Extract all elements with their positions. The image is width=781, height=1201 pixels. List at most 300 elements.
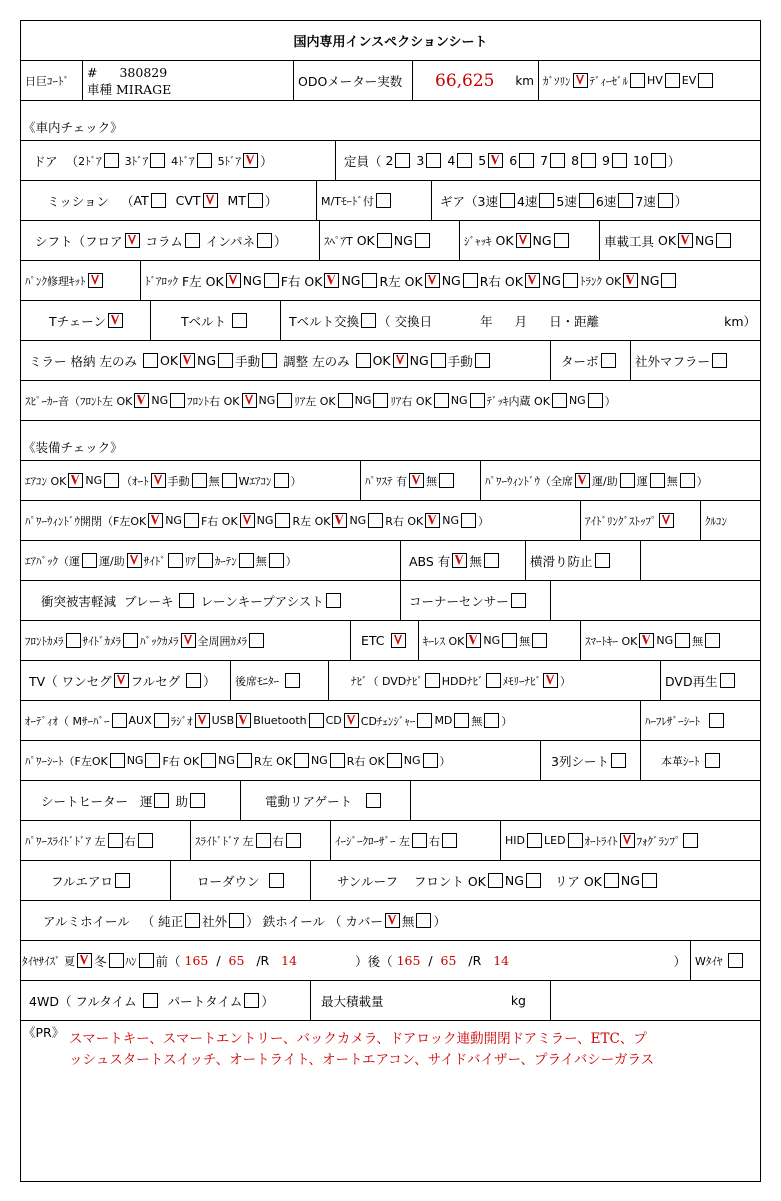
model-value: MIRAGE [116, 81, 172, 97]
tire-winter-checkbox[interactable] [109, 953, 124, 968]
pseat-fr-ok-checkbox[interactable] [201, 753, 216, 768]
audio-bluetooth-checkbox[interactable] [309, 713, 324, 728]
pwopen-fr-label: F右 OK [200, 514, 238, 528]
half-leather-cell [641, 701, 760, 740]
puncture-checkbox[interactable] [88, 273, 103, 288]
pwindow-none-checkbox[interactable] [680, 473, 695, 488]
leather-cell [641, 741, 760, 780]
pseat-fl-ok-checkbox[interactable] [110, 753, 125, 768]
tchain-cell [21, 301, 151, 340]
pwopen-fr-ok-checkbox[interactable] [240, 513, 255, 528]
tv-oneseg-checkbox[interactable] [114, 673, 129, 688]
speaker-fl-label: ﾌﾛﾝﾄ左 OK [80, 394, 133, 408]
tv-oneseg-label: TV（ ワンセグ [29, 673, 112, 689]
mission-cell [21, 181, 317, 220]
doorlock-rr-ok-checkbox[interactable] [525, 273, 540, 288]
easy-closer-right-label: 右 [429, 834, 440, 848]
mirror-adjust-manual-label: 手動 [447, 353, 473, 369]
aircon-close: ） [290, 474, 302, 488]
capacity-5-checkbox[interactable] [488, 153, 503, 168]
tools-ng-checkbox[interactable] [716, 233, 731, 248]
cruise-label: ｸﾙｺﾝ [705, 514, 727, 528]
doorlock-trunk-ng-checkbox[interactable] [661, 273, 676, 288]
airbag-both-checkbox[interactable] [127, 553, 142, 568]
autolight-checkbox[interactable] [620, 833, 635, 848]
doorlock-fl-ng-checkbox[interactable] [264, 273, 279, 288]
fuel-ev-checkbox[interactable] [698, 73, 713, 88]
wheel-cover-none-checkbox[interactable] [416, 913, 431, 928]
tbelt-checkbox[interactable] [232, 313, 247, 328]
pwindow-close: ） [696, 474, 708, 488]
speaker-rr-label: ﾘｱ右 OK [390, 394, 432, 408]
tools-ng-label: NG [695, 233, 715, 248]
smartkey-ok-checkbox[interactable] [639, 633, 654, 648]
pwindow-both-checkbox[interactable] [620, 473, 635, 488]
doorlock-fr-ok-checkbox[interactable] [324, 273, 339, 288]
keyless-ng-checkbox[interactable] [502, 633, 517, 648]
audio-usb-checkbox[interactable] [236, 713, 251, 728]
audio-mserver-label: ｵｰﾃﾞｨｵ（ Mｻｰﾊﾞｰ [25, 714, 110, 728]
doorlock-rl-ng-checkbox[interactable] [463, 273, 478, 288]
sunroof-front-ok-checkbox[interactable] [488, 873, 503, 888]
mission-mt-checkbox[interactable] [248, 193, 263, 208]
keyless-none-checkbox[interactable] [532, 633, 547, 648]
power-slide-right-checkbox[interactable] [138, 833, 153, 848]
capacity-3-checkbox[interactable] [426, 153, 441, 168]
jack-ng-checkbox[interactable] [554, 233, 569, 248]
sunroof-rear-ng-checkbox[interactable] [642, 873, 657, 888]
rear-monitor-cell [231, 661, 329, 700]
navi-cell [329, 661, 661, 700]
collision-cell [21, 581, 401, 620]
psteer-yes-checkbox[interactable] [409, 473, 424, 488]
capacity-10-label: 10 [632, 153, 649, 168]
mission-mt-label: MT [227, 193, 246, 208]
tv-fullseg-label: フルセグ [130, 673, 181, 689]
shift-close: ） [274, 233, 287, 249]
fuel-gas-checkbox[interactable] [573, 73, 588, 88]
tire-close: ） [673, 953, 686, 969]
mirror-adjust-ok-checkbox[interactable] [393, 353, 408, 368]
door-open: （ [65, 153, 79, 169]
collision-label: 衝突被害軽減 [41, 593, 117, 609]
power-slide-right-label: 右 [124, 834, 136, 848]
doorlock-fr-label: F右 OK [280, 273, 323, 289]
tire-rear-label: ）後（ [355, 953, 393, 969]
tbelt-exchange-label: Tベルト交換 [288, 313, 360, 329]
etc-checkbox[interactable] [391, 633, 406, 648]
audio-aux-label: AUX [128, 714, 152, 727]
aircon-w-checkbox[interactable] [274, 473, 289, 488]
airbag-curtain-label: ｶｰﾃﾝ [214, 554, 237, 568]
jack-label: ｼﾞｬｯｷ [464, 234, 492, 248]
doorlock-ng-label: NG [441, 273, 461, 288]
code-model-cell [83, 61, 294, 100]
pwopen-rr-ok-checkbox[interactable] [425, 513, 440, 528]
side-camera-checkbox[interactable] [123, 633, 138, 648]
collision-brake-label: ブレーキ [123, 593, 174, 609]
doorlock-ng-label: NG [640, 273, 660, 288]
pwindow-all-checkbox[interactable] [575, 473, 590, 488]
capacity-9-checkbox[interactable] [612, 153, 627, 168]
tools-label: 車載工具 [604, 233, 655, 249]
airbag-drv-checkbox[interactable] [82, 553, 97, 568]
easy-closer-left-label: ｲｰｼﾞｰｸﾛｰｻﾞｰ 左 [335, 834, 410, 848]
pwopen-rl-ok-checkbox[interactable] [332, 513, 347, 528]
aircon-none-checkbox[interactable] [222, 473, 237, 488]
airbag-none-checkbox[interactable] [269, 553, 284, 568]
doorlock-trunk-ok-checkbox[interactable] [623, 273, 638, 288]
pseat-rr-ok-checkbox[interactable] [387, 753, 402, 768]
aircon-ng-label: NG [85, 474, 103, 487]
slide-right-checkbox[interactable] [286, 833, 301, 848]
mirror-fold-ng-checkbox[interactable] [218, 353, 233, 368]
pwopen-rr-ng-checkbox[interactable] [461, 513, 476, 528]
speaker-ng-label: NG [450, 394, 468, 407]
power-slide-left-checkbox[interactable] [108, 833, 123, 848]
audio-mserver-checkbox[interactable] [112, 713, 127, 728]
km-label: km） [724, 313, 756, 329]
interior-section-header: 《車内チェック》 [21, 101, 760, 141]
etc-label: ETC [361, 633, 385, 648]
pwopen-ng-label: NG [165, 514, 182, 527]
pwopen-row [21, 501, 760, 541]
pwopen-fl-ng-checkbox[interactable] [184, 513, 199, 528]
day-distance-label: 日・距離 [549, 313, 600, 329]
front-camera-checkbox[interactable] [66, 633, 81, 648]
audio-aux-checkbox[interactable] [154, 713, 169, 728]
aircon-w-label: Wｴｱｺﾝ [238, 474, 272, 488]
smartkey-ng-checkbox[interactable] [675, 633, 690, 648]
psteer-none-label: 無 [426, 474, 437, 488]
tv-fullseg-checkbox[interactable] [186, 673, 201, 688]
mirror-adjust-label: 調整 [283, 353, 309, 369]
pwopen-rl-ng-checkbox[interactable] [368, 513, 383, 528]
doorlock-fl-ok-checkbox[interactable] [226, 273, 241, 288]
blank-cell-1 [641, 541, 760, 580]
shift-inpane-checkbox[interactable] [257, 233, 272, 248]
abs-none-checkbox[interactable] [484, 553, 499, 568]
collision-row [21, 581, 760, 621]
steel-wheel-label: 鉄ホイール [262, 913, 325, 929]
fulltime-4wd-checkbox[interactable] [143, 993, 158, 1008]
full-aero-cell [21, 861, 171, 900]
tire-half-checkbox[interactable] [139, 953, 154, 968]
odo-cell [413, 61, 539, 100]
spare-ng-label: NG [393, 233, 413, 248]
audio-md-checkbox[interactable] [454, 713, 469, 728]
seat-heater-pass-checkbox[interactable] [190, 793, 205, 808]
easy-closer-left-checkbox[interactable] [412, 833, 427, 848]
psteer-none-checkbox[interactable] [439, 473, 454, 488]
tire-rear-rim: 14 [493, 953, 510, 968]
third-row-checkbox[interactable] [611, 753, 626, 768]
navi-close: ） [560, 674, 571, 688]
code-label: 日巨ｺｰﾄﾞ [21, 61, 83, 100]
muffler-checkbox[interactable] [712, 353, 727, 368]
leather-seat-checkbox[interactable] [705, 753, 720, 768]
around-camera-label: 全周囲ｶﾒﾗ [197, 634, 247, 648]
fuel-diesel-checkbox[interactable] [630, 73, 645, 88]
aircon-ng-checkbox[interactable] [104, 473, 119, 488]
mirror-cell [21, 341, 551, 380]
pwopen-ng-label: NG [256, 514, 274, 527]
pwindow-drv-checkbox[interactable] [650, 473, 665, 488]
collision-brake-checkbox[interactable] [179, 593, 194, 608]
gear-4-checkbox[interactable] [539, 193, 554, 208]
pseat-rl-label: R左 OK [253, 754, 292, 768]
parttime-4wd-checkbox[interactable] [244, 993, 259, 1008]
pseat-rr-ng-checkbox[interactable] [423, 753, 438, 768]
audio-none-label: 無 [471, 714, 483, 728]
speaker-deck-ng-checkbox[interactable] [588, 393, 603, 408]
tbelt-label: Tベルト [181, 313, 227, 329]
spare-ok-checkbox[interactable] [377, 233, 392, 248]
pslide-cell [21, 821, 191, 860]
pseat-rl-ok-checkbox[interactable] [294, 753, 309, 768]
capacity-4-checkbox[interactable] [457, 153, 472, 168]
mission-cvt-label: CVT [175, 193, 201, 208]
pseat-row [21, 741, 760, 781]
hid-checkbox[interactable] [527, 833, 542, 848]
corner-sensor-checkbox[interactable] [511, 593, 526, 608]
speaker-ng-label: NG [258, 394, 276, 407]
aircon-auto-checkbox[interactable] [151, 473, 166, 488]
sunroof-rear-ok-checkbox[interactable] [604, 873, 619, 888]
pr-line-2: ッシュスタートスイッチ、オートライト、オートエアコン、サイドバイザー、プライバシーガラス [69, 1052, 655, 1068]
spare-ng-checkbox[interactable] [415, 233, 430, 248]
airbag-curtain-checkbox[interactable] [239, 553, 254, 568]
mirror-fold-label: 格納 [70, 353, 96, 369]
capacity-10-checkbox[interactable] [651, 153, 666, 168]
doorlock-ng-label: NG [541, 273, 561, 288]
blank-cell-3 [411, 781, 760, 820]
turbo-checkbox[interactable] [601, 353, 616, 368]
airbag-none-label: 無 [255, 554, 267, 568]
power-slide-left-label: ﾊﾟﾜｰｽﾗｲﾄﾞﾄﾞｱ 左 [25, 834, 106, 848]
pwopen-ng-label: NG [349, 514, 367, 527]
speaker-deck-label: ﾃﾞｯｷ内蔵 OK [486, 394, 550, 408]
speaker-rl-ng-checkbox[interactable] [373, 393, 388, 408]
tire-rear-width: 165 [396, 953, 421, 968]
mirror-adjust-left-checkbox[interactable] [356, 353, 371, 368]
smartkey-none-checkbox[interactable] [705, 633, 720, 648]
easy-closer-right-checkbox[interactable] [442, 833, 457, 848]
mission-at-checkbox[interactable] [151, 193, 166, 208]
lowdown-cell [171, 861, 311, 900]
mission-at-label: AT [133, 193, 149, 208]
aircon-label: ｴｱｺﾝ OK [25, 474, 67, 488]
door-close: ） [260, 153, 273, 169]
fuel-hv-checkbox[interactable] [665, 73, 680, 88]
tire-front-rim: 14 [281, 953, 298, 968]
pwopen-label: ﾊﾟﾜｰｳｨﾝﾄﾞｳ開閉（F左OK [25, 514, 147, 528]
dvd-play-label: DVD再生 [665, 673, 718, 689]
tools-ok-label: OK [658, 233, 677, 248]
dvd-play-checkbox[interactable] [720, 673, 735, 688]
slide-left-checkbox[interactable] [256, 833, 271, 848]
airbag-rear-label: ﾘｱ [184, 554, 196, 568]
pwindow-none-label: 無 [666, 474, 678, 488]
shift-floor-label: フロア [85, 233, 123, 249]
pseat-fr-ng-checkbox[interactable] [237, 753, 252, 768]
lane-keep-checkbox[interactable] [326, 593, 341, 608]
speaker-rr-ng-checkbox[interactable] [470, 393, 485, 408]
navi-hdd-checkbox[interactable] [486, 673, 501, 688]
code-value: 380829 [119, 64, 168, 80]
door-5-checkbox[interactable] [243, 153, 258, 168]
max-load-label: 最大積載量 [321, 993, 384, 1009]
full-aero-checkbox[interactable] [115, 873, 130, 888]
back-camera-checkbox[interactable] [181, 633, 196, 648]
capacity-8-checkbox[interactable] [581, 153, 596, 168]
tools-ok-checkbox[interactable] [678, 233, 693, 248]
lowdown-checkbox[interactable] [269, 873, 284, 888]
idle-stop-checkbox[interactable] [659, 513, 674, 528]
gear-close: ） [674, 193, 688, 209]
doorlock-trunk-label: ﾄﾗﾝｸ OK [579, 274, 622, 288]
year-label: 年 [480, 313, 493, 329]
gear-5-checkbox[interactable] [579, 193, 594, 208]
around-camera-checkbox[interactable] [249, 633, 264, 648]
doorlock-rr-ng-checkbox[interactable] [563, 273, 578, 288]
psteer-label: ﾊﾟﾜｽﾃ 有 [365, 474, 407, 488]
speaker-fr-ng-checkbox[interactable] [277, 393, 292, 408]
w-tire-checkbox[interactable] [728, 953, 743, 968]
mirror-fold-manual-checkbox[interactable] [262, 353, 277, 368]
pseat-fr-label: F右 OK [162, 754, 200, 768]
shift-column-checkbox[interactable] [185, 233, 200, 248]
capacity-6-label: 6 [509, 153, 518, 168]
fog-lamp-checkbox[interactable] [683, 833, 698, 848]
tire-half-label: ﾊﾝ [125, 954, 137, 968]
wheel-cover-none-label: 無 [401, 913, 415, 929]
corner-cell [401, 581, 551, 620]
aircon-manual-label: 手動 [167, 474, 190, 488]
shift-label: シフト（ [35, 233, 86, 249]
door-2-checkbox[interactable] [104, 153, 119, 168]
speaker-rr-ok-checkbox[interactable] [434, 393, 449, 408]
audio-cd-checkbox[interactable] [344, 713, 359, 728]
liftgate-checkbox[interactable] [366, 793, 381, 808]
aircon-ok-checkbox[interactable] [68, 473, 83, 488]
aftermarket-wheel-checkbox[interactable] [229, 913, 244, 928]
keyless-ok-checkbox[interactable] [466, 633, 481, 648]
audio-none-checkbox[interactable] [484, 713, 499, 728]
tire-summer-checkbox[interactable] [77, 953, 92, 968]
aircon-manual-checkbox[interactable] [192, 473, 207, 488]
lane-keep-label: レーンキープアシスト [200, 593, 324, 609]
tbelt-exchange-checkbox[interactable] [361, 313, 376, 328]
exchange-date-label: （ 交換日 [378, 313, 433, 329]
pseat-rl-ng-checkbox[interactable] [330, 753, 345, 768]
jack-ok-checkbox[interactable] [516, 233, 531, 248]
mirror-adjust-manual-checkbox[interactable] [475, 353, 490, 368]
speaker-fl-ng-checkbox[interactable] [170, 393, 185, 408]
wheel-cover-checkbox[interactable] [385, 913, 400, 928]
gear-6-checkbox[interactable] [618, 193, 633, 208]
doorlock-fr-ng-checkbox[interactable] [362, 273, 377, 288]
airbag-both-label: 運/助 [99, 554, 125, 568]
front-camera-label: ﾌﾛﾝﾄｶﾒﾗ [25, 634, 64, 648]
speaker-deck-ok-checkbox[interactable] [552, 393, 567, 408]
fuel-gas-label: ｶﾞｿﾘﾝ [543, 74, 571, 88]
pr-header: 《PR》 [23, 1025, 65, 1040]
mirror-fold-ok-checkbox[interactable] [180, 353, 195, 368]
antiskid-checkbox[interactable] [595, 553, 610, 568]
mission-row [21, 181, 760, 221]
mt-mode-cell [317, 181, 432, 220]
hash-mark: # [87, 64, 98, 80]
parttime-4wd-label: パートタイム [167, 993, 243, 1009]
puncture-row [21, 261, 760, 301]
title-row [21, 21, 760, 61]
mt-mode-checkbox[interactable] [376, 193, 391, 208]
wheel-close-2: ） [433, 913, 446, 929]
mirror-adjust-ng-label: NG [409, 353, 429, 368]
gear-6-label: 6速 [595, 193, 617, 209]
capacity-7-checkbox[interactable] [550, 153, 565, 168]
sunroof-front-ng-checkbox[interactable] [526, 873, 541, 888]
gear-7-checkbox[interactable] [658, 193, 673, 208]
pseat-fl-ng-checkbox[interactable] [145, 753, 160, 768]
door-4-checkbox[interactable] [197, 153, 212, 168]
mirror-adjust-ng-checkbox[interactable] [431, 353, 446, 368]
capacity-3-label: 3 [416, 153, 425, 168]
shift-floor-checkbox[interactable] [125, 233, 140, 248]
door-3-checkbox[interactable] [150, 153, 165, 168]
mirror-fold-left-checkbox[interactable] [143, 353, 158, 368]
speaker-fr-ok-checkbox[interactable] [242, 393, 257, 408]
tire-winter-label: 冬 [94, 953, 107, 969]
genuine-wheel-checkbox[interactable] [185, 913, 200, 928]
pwopen-fr-ng-checkbox[interactable] [275, 513, 290, 528]
navi-memory-checkbox[interactable] [543, 673, 558, 688]
airbag-close: ） [285, 554, 297, 568]
abs-yes-checkbox[interactable] [452, 553, 467, 568]
led-checkbox[interactable] [568, 833, 583, 848]
speaker-row [21, 381, 760, 421]
speaker-ng-label: NG [151, 394, 169, 407]
tire-row [21, 941, 760, 981]
seat-heater-pass-label: 助 [175, 793, 188, 809]
mission-cvt-checkbox[interactable] [203, 193, 218, 208]
seat-heater-drv-checkbox[interactable] [154, 793, 169, 808]
gear-3-checkbox[interactable] [500, 193, 515, 208]
speaker-fl-ok-checkbox[interactable] [134, 393, 149, 408]
tchain-checkbox[interactable] [108, 313, 123, 328]
blank-cell-2 [551, 581, 760, 620]
capacity-6-checkbox[interactable] [519, 153, 534, 168]
sunroof-rear-label: リア OK [554, 873, 602, 889]
airbag-rear-checkbox[interactable] [198, 553, 213, 568]
pr-line-1: スマートキー、スマートエントリー、バックカメラ、ドアロック連動開閉ドアミラー、ETC、プ [69, 1031, 647, 1047]
tv-row [21, 661, 760, 701]
audio-changer-checkbox[interactable] [417, 713, 432, 728]
airbag-side-checkbox[interactable] [168, 553, 183, 568]
doorlock-rl-ok-checkbox[interactable] [425, 273, 440, 288]
navi-dvd-checkbox[interactable] [425, 673, 440, 688]
capacity-2-checkbox[interactable] [395, 153, 410, 168]
speaker-rl-ok-checkbox[interactable] [338, 393, 353, 408]
door-2-label: 2ﾄﾞｱ [78, 154, 102, 168]
pwopen-fl-ok-checkbox[interactable] [148, 513, 163, 528]
rear-monitor-checkbox[interactable] [285, 673, 300, 688]
half-leather-checkbox[interactable] [709, 713, 724, 728]
slide-row [21, 821, 760, 861]
audio-radio-checkbox[interactable] [195, 713, 210, 728]
sunroof-label: サンルーフ [337, 873, 398, 889]
